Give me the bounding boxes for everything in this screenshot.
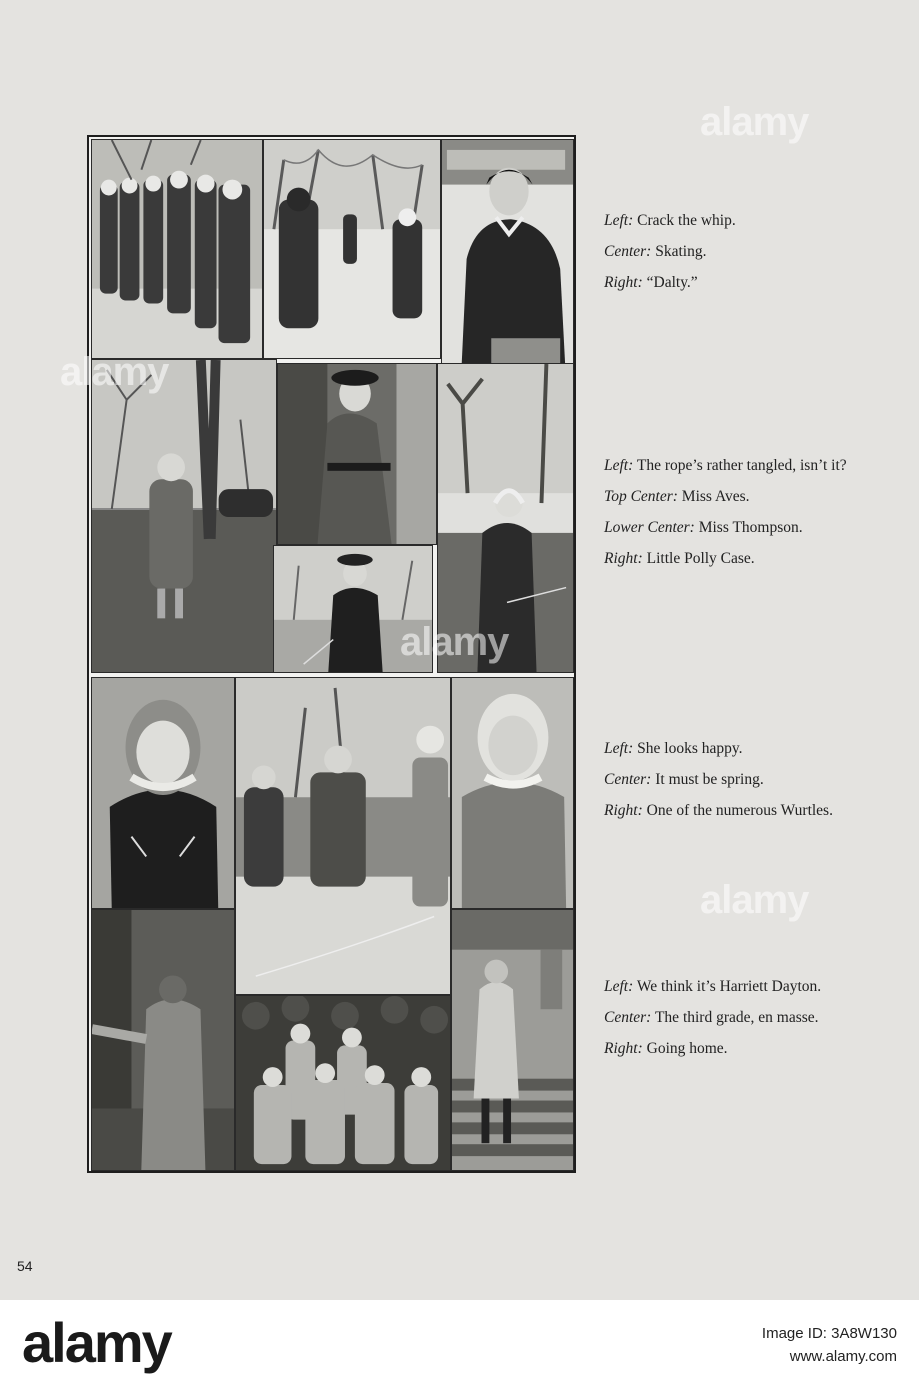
site-url: www.alamy.com: [789, 1348, 897, 1365]
caption-group-1: [604, 211, 862, 304]
page-number: 54: [17, 1258, 33, 1274]
caption-text: She looks happy.: [637, 740, 743, 757]
caption-label: Top Center:: [604, 488, 678, 505]
watermark: alamy: [400, 620, 509, 664]
photo-going-home: [451, 909, 574, 1171]
caption-line: [604, 1039, 862, 1059]
watermark: alamy: [700, 878, 809, 922]
caption-line: [604, 518, 862, 538]
caption-line: [604, 456, 862, 476]
caption-text: Crack the whip.: [637, 212, 736, 229]
caption-text: One of the numerous Wurtles.: [646, 802, 833, 819]
caption-label: Left:: [604, 978, 634, 995]
caption-group-2: [604, 456, 862, 580]
caption-line: [604, 739, 862, 759]
photo-miss-aves: [277, 363, 437, 545]
watermark: alamy: [60, 350, 169, 394]
photo-she-looks-happy: [91, 677, 235, 909]
caption-line: [604, 549, 862, 569]
caption-group-3: [604, 739, 862, 832]
photo-third-grade: [235, 995, 451, 1171]
caption-label: Center:: [604, 1009, 652, 1026]
image-id-text: Image ID: 3A8W130: [761, 1325, 897, 1342]
caption-text: Miss Aves.: [681, 488, 750, 505]
caption-line: [604, 242, 862, 262]
photo-harriett-dayton: [91, 909, 235, 1171]
caption-group-4: [604, 977, 862, 1070]
photo-it-must-be-spring: [235, 677, 451, 995]
caption-line: [604, 211, 862, 231]
caption-label: Right:: [604, 550, 643, 567]
caption-line: [604, 1008, 862, 1028]
image-id: [762, 1322, 897, 1368]
caption-text: It must be spring.: [655, 771, 764, 788]
caption-text: We think it’s Harriett Dayton.: [636, 978, 822, 995]
photo-crack-the-whip: [91, 139, 263, 359]
caption-line: [604, 273, 862, 293]
caption-label: Left:: [604, 457, 634, 474]
caption-text: Skating.: [655, 243, 707, 260]
caption-text: The rope’s rather tangled, isn’t it?: [636, 457, 847, 474]
photo-skating: [263, 139, 441, 359]
caption-label: Right:: [604, 274, 643, 291]
caption-line: [604, 770, 862, 790]
caption-line: [604, 801, 862, 821]
caption-text: Going home.: [646, 1040, 728, 1057]
caption-label: Left:: [604, 212, 634, 229]
caption-label: Lower Center:: [604, 519, 695, 536]
alamy-logo: alamy: [22, 1311, 171, 1374]
caption-text: The third grade, en masse.: [654, 1009, 819, 1026]
photo-rope-tangled: [91, 359, 277, 673]
caption-text: Miss Thompson.: [698, 519, 803, 536]
stock-footer: [0, 1300, 919, 1390]
caption-line: [604, 977, 862, 997]
caption-text: “Dalty.”: [646, 274, 698, 291]
photo-numerous-wurtles: [451, 677, 574, 909]
caption-line: [604, 487, 862, 507]
photo-dalty: [441, 139, 574, 365]
caption-text: Little Polly Case.: [646, 550, 755, 567]
caption-label: Center:: [604, 243, 652, 260]
caption-label: Right:: [604, 1040, 643, 1057]
caption-label: Left:: [604, 740, 634, 757]
watermark: alamy: [700, 100, 809, 144]
caption-label: Center:: [604, 771, 652, 788]
caption-label: Right:: [604, 802, 643, 819]
